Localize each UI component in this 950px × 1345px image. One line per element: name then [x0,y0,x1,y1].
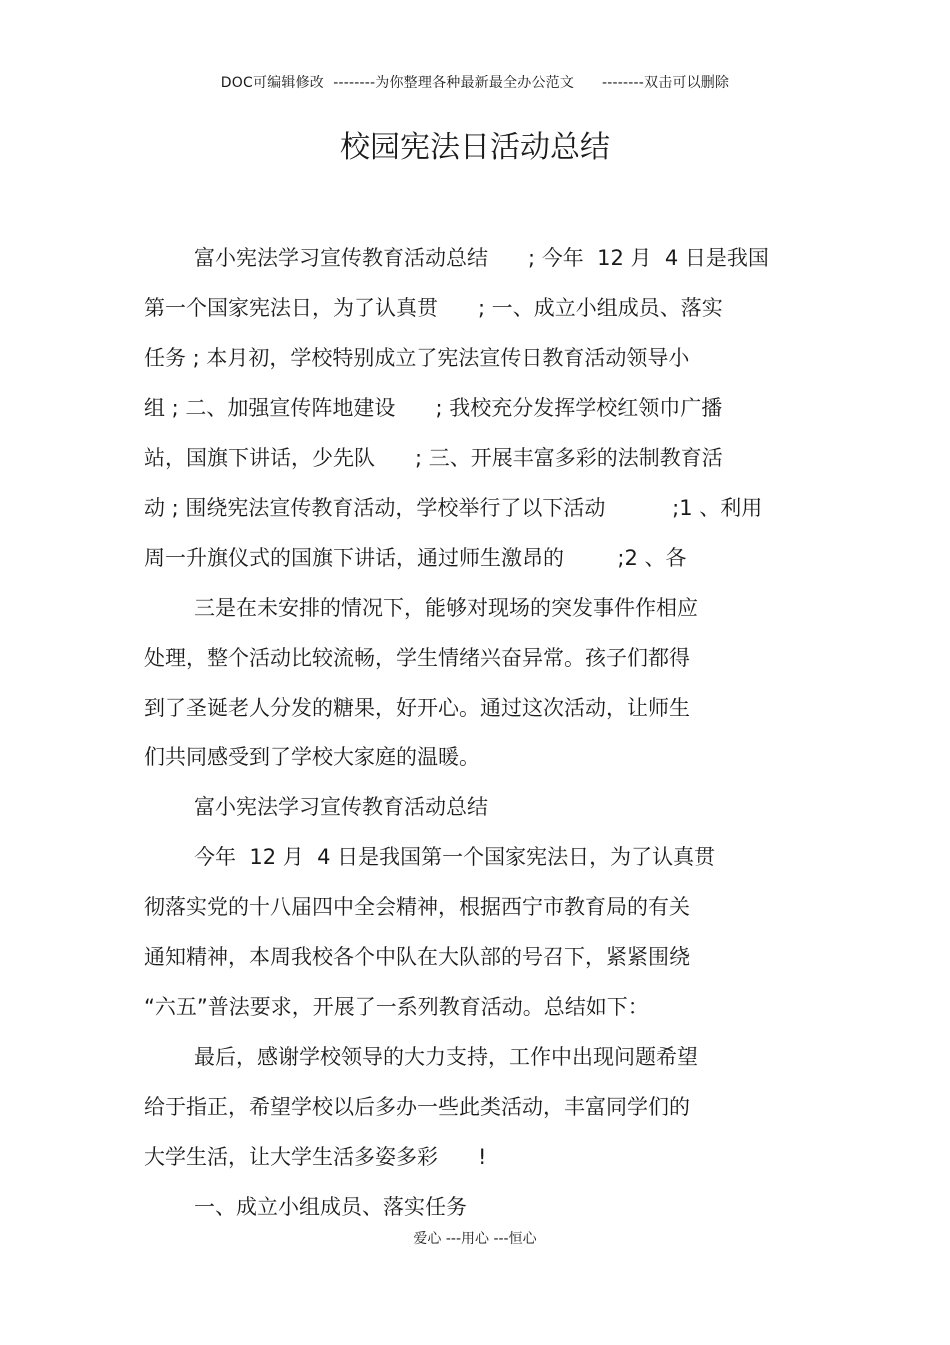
body-line: 到了圣诞老人分发的糖果，好开心。通过这次活动，让师生 [144,696,690,720]
body-line: 今年 12 月 4 日是我国第一个国家宪法日，为了认真贯 [194,845,716,869]
body-line: 第一个国家宪法日，为了认真贯 ; 一、成立小组成员、落实 [144,296,723,320]
body-line: 们共同感受到了学校大家庭的温暖。 [144,745,480,769]
body-line: “六五”普法要求，开展了一系列教育活动。总结如下： [144,995,649,1019]
body-line: 通知精神，本周我校各个中队在大队部的号召下，紧紧围绕 [144,945,690,969]
body-line: 大学生活，让大学生活多姿多彩 ! [144,1145,487,1169]
body-line: 站，国旗下讲话，少先队 ; 三、开展丰富多彩的法制教育活 [144,446,723,470]
body-line: 最后，感谢学校领导的大力支持，工作中出现问题希望 [194,1045,698,1069]
body-line: 处理，整个活动比较流畅，学生情绪兴奋异常。孩子们都得 [144,646,690,670]
body-line: 富小宪法学习宣传教育活动总结 ; 今年 12 月 4 日是我国 [194,246,769,270]
body-line: 富小宪法学习宣传教育活动总结 [194,795,488,819]
body-line: 彻落实党的十八届四中全会精神，根据西宁市教育局的有关 [144,895,690,919]
document-title: 校园宪法日活动总结 [340,130,610,165]
body-line: 动 ; 围绕宪法宣传教育活动，学校举行了以下活动 ;1 、利用 [144,496,763,520]
body-line: 给于指正，希望学校以后多办一些此类活动，丰富同学们的 [144,1095,690,1119]
body-line: 任务 ; 本月初，学校特别成立了宪法宣传日教育活动领导小 [144,346,690,370]
body-line: 三是在未安排的情况下，能够对现场的突发事件作相应 [194,596,698,620]
body-line: 周一升旗仪式的国旗下讲话，通过师生激昂的 ;2 、各 [144,546,687,570]
body-line: 组 ; 二、加强宣传阵地建设 ; 我校充分发挥学校红领巾广播 [144,396,723,420]
page-header: DOC可编辑修改 --------为你整理各种最新最全办公范文 --------双击可以删除 [220,75,730,91]
page-footer: 爱心 ---用心 ---恒心 [413,1231,537,1247]
body-line: 一、成立小组成员、落实任务 [194,1195,467,1219]
